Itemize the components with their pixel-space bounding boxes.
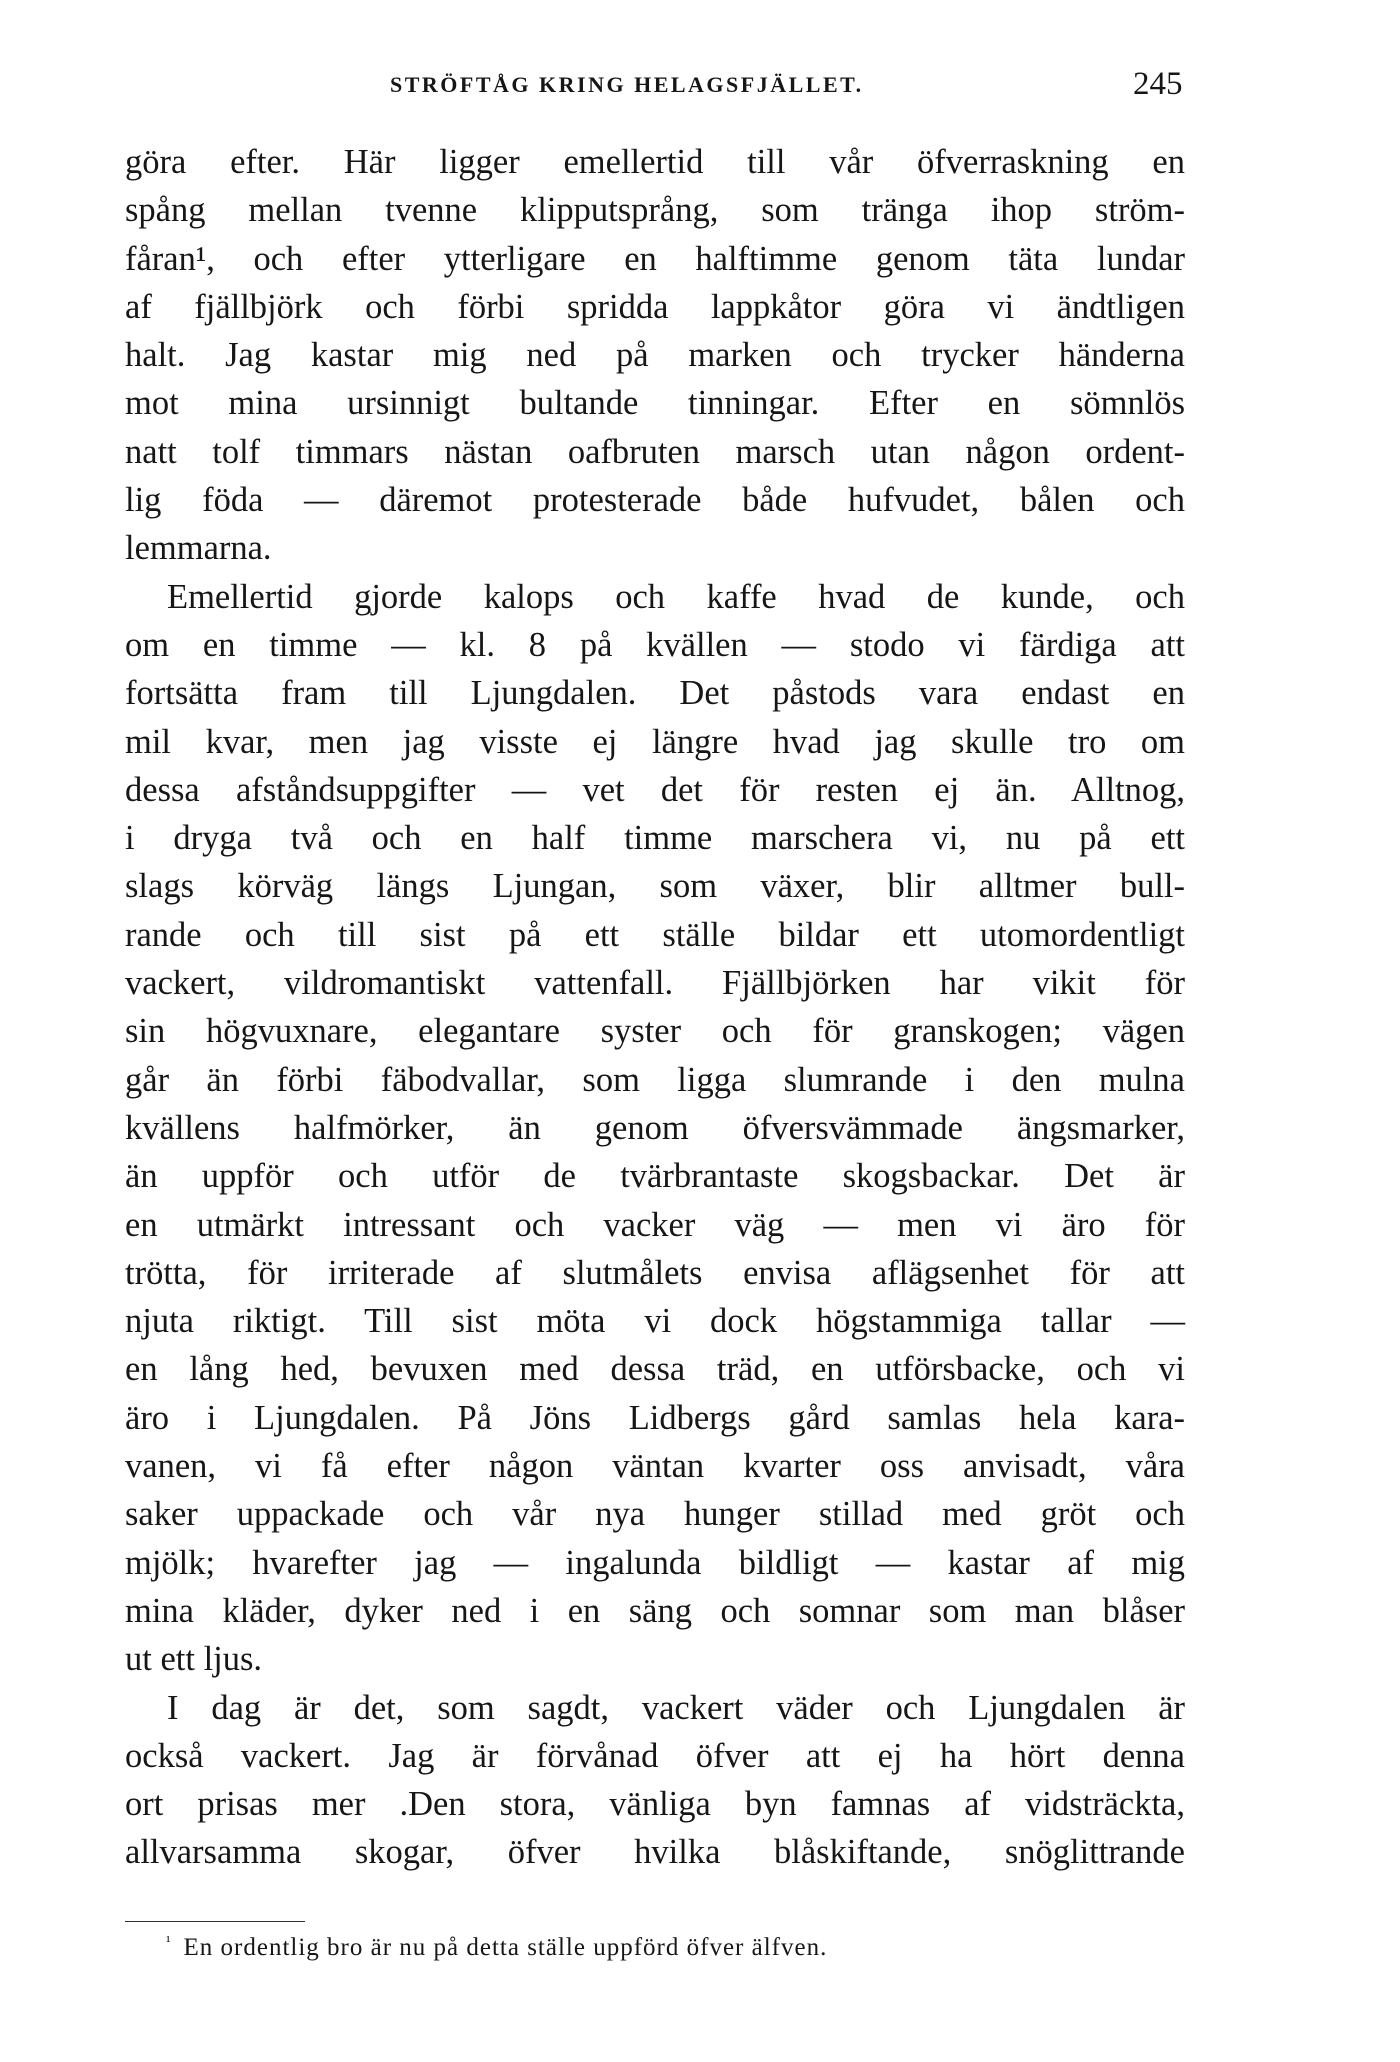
text-line: halt. Jag kastar mig ned på marken och trycker händerna: [125, 336, 1185, 375]
text-line: vackert, vildromantiskt vattenfall. Fjällbjörken har vikit för: [125, 964, 1185, 1003]
text-line: sin högvuxnare, elegantare syster och för granskogen; vägen: [125, 1012, 1185, 1051]
text-line: slags körväg längs Ljungan, som växer, blir alltmer bull-: [125, 867, 1185, 906]
text-line: ort prisas mer .Den stora, vänliga byn famnas af vidsträckta,: [125, 1785, 1185, 1824]
text-line: lemmarna.: [125, 529, 272, 568]
text-line: ut ett ljus.: [125, 1640, 263, 1679]
text-line: af fjällbjörk och förbi spridda lappkåtor göra vi ändtligen: [125, 287, 1185, 326]
page-number: 245: [1133, 66, 1183, 102]
text-line: allvarsamma skogar, öfver hvilka blåskiftande, snöglittrande: [125, 1833, 1185, 1872]
text-line: vanen, vi få efter någon väntan kvarter oss anvisadt, våra: [125, 1447, 1185, 1486]
text-line: mjölk; hvarefter jag — ingalunda bildligt — kastar af mig: [125, 1543, 1185, 1582]
text-line: Emellertid gjorde kalops och kaffe hvad de kunde, och: [167, 577, 1185, 616]
text-line: fortsätta fram till Ljungdalen. Det påstods vara endast en: [125, 674, 1185, 713]
text-line: mil kvar, men jag visste ej längre hvad jag skulle tro om: [125, 722, 1185, 761]
text-line: spång mellan tvenne klipputsprång, som tränga ihop ström-: [125, 191, 1185, 230]
text-line: dessa afståndsuppgifter — vet det för resten ej än. Alltnog,: [125, 770, 1185, 809]
text-line: njuta riktigt. Till sist möta vi dock högstammiga tallar —: [125, 1302, 1185, 1341]
text-line: mina kläder, dyker ned i en säng och somnar som man blåser: [125, 1591, 1185, 1630]
text-line: I dag är det, som sagdt, vackert väder och Ljungdalen är: [167, 1688, 1185, 1727]
running-title: STRÖFTÅG KRING HELAGSFJÄLLET.: [390, 72, 864, 97]
text-line: en utmärkt intressant och vacker väg — men vi äro för: [125, 1205, 1185, 1244]
footnote: [166, 1934, 827, 1962]
text-line: kvällens halfmörker, än genom öfversvämmade ängsmarker,: [125, 1108, 1185, 1147]
text-line: rande och till sist på ett ställe bildar ett utomordentligt: [125, 915, 1185, 954]
text-line: äro i Ljungdalen. På Jöns Lidbergs gård samlas hela kara-: [125, 1398, 1185, 1437]
text-line: om en timme — kl. 8 på kvällen — stodo vi färdiga att: [125, 625, 1185, 664]
text-line: i dryga två och en half timme marschera vi, nu på ett: [125, 819, 1185, 858]
text-line: än uppför och utför de tvärbrantaste skogsbackar. Det är: [125, 1157, 1185, 1196]
text-line: också vackert. Jag är förvånad öfver att ej ha hört denna: [125, 1736, 1185, 1775]
text-line: mot mina ursinnigt bultande tinningar. Efter en sömnlös: [125, 384, 1185, 423]
text-line: går än förbi fäbodvallar, som ligga slumrande i den mulna: [125, 1060, 1185, 1099]
text-line: göra efter. Här ligger emellertid till vår öfverraskning en: [125, 143, 1185, 181]
text-line: saker uppackade och vår nya hunger stillad med gröt och: [125, 1495, 1185, 1534]
text-line: natt tolf timmars nästan oafbruten marsch utan någon ordent-: [125, 432, 1185, 471]
footnote-text: En ordentlig bro är nu på detta ställe uppförd öfver älfven.: [183, 1934, 828, 1961]
footnote-divider: [125, 1921, 305, 1922]
footnote-marker: ¹: [166, 1934, 172, 1950]
text-line: trötta, för irriterade af slutmålets envisa aflägsenhet för att: [125, 1253, 1185, 1292]
text-line: en lång hed, bevuxen med dessa träd, en utförsbacke, och vi: [125, 1350, 1185, 1389]
text-line: fåran¹, och efter ytterligare en halftimme genom täta lundar: [125, 239, 1185, 278]
text-line: lig föda — däremot protesterade både hufvudet, bålen och: [125, 481, 1185, 520]
body-text: [125, 138, 1185, 1877]
